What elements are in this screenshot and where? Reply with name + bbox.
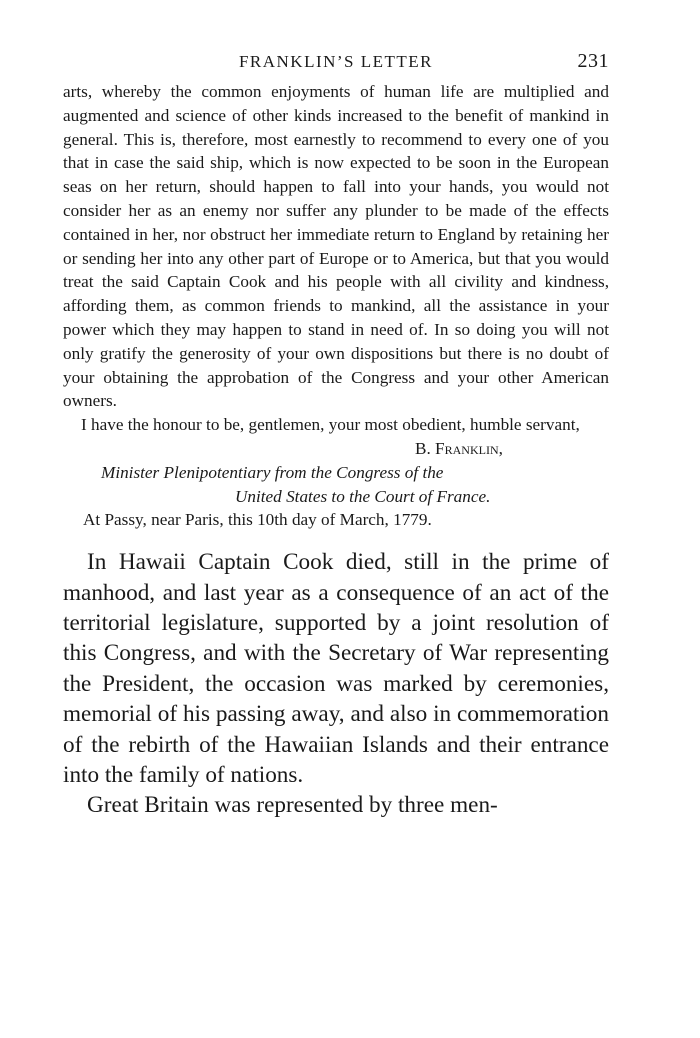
letter-paragraph: arts, whereby the common enjoyments of human life are multiplied and augmented and science of other kinds increased to the benefit of mankind in general. This is, therefore, most earnestly to recommend to every one of you that in case the said ship, which is now expected to be soon in the European seas on her return, should happen to fall into your hands, you would not consider her as an enemy nor suffer any plunder to be made of the effects contained in her, nor obstruct her immediate return to England by retaining her or sending her into any other part of Europe or to America, but that you would treat the said Captain Cook and his people with all civility and kindness, affording them, as common friends to mankind, all the assistance in your power which they may happen to stand in need of. In so doing you will not only gratify the generosity of your own dispositions but there is no doubt of your obtaining the approbation of the Congress and your other American owners. [63,82,609,411]
signature-block [63,437,609,532]
signature-place-date: At Passy, near Paris, this 10th day of March, 1779. [83,510,432,530]
running-title: FRANKLIN’S LETTER [238,52,434,71]
running-header [63,50,609,80]
book-page [63,50,609,821]
page-number: 231 [577,50,609,72]
letter-text [63,80,609,437]
narrative-paragraph: In Hawaii Captain Cook died, still in the prime of manhood, and last year as a consequence of an act of the territorial legislature, supported by a joint resolution of this Congress, and with the Secretary of War representing the President, the occasion was marked by ceremonies, memorial of his passing away, and also in commemoration of the rebirth of the Hawaiian Islands and their entrance into the family of nations. [63,549,609,788]
narrative-text [63,547,609,821]
letter-closing: I have the honour to be, gentlemen, your most obedient, humble servant, [81,415,580,435]
signature-name: B. Franklin, [415,438,503,458]
signature-title-line-1: Minister Plenipotentiary from the Congress of the [101,462,444,482]
signature-title-line-2: United States to the Court of France. [235,486,491,506]
narrative-paragraph: Great Britain was represented by three men- [87,792,498,819]
